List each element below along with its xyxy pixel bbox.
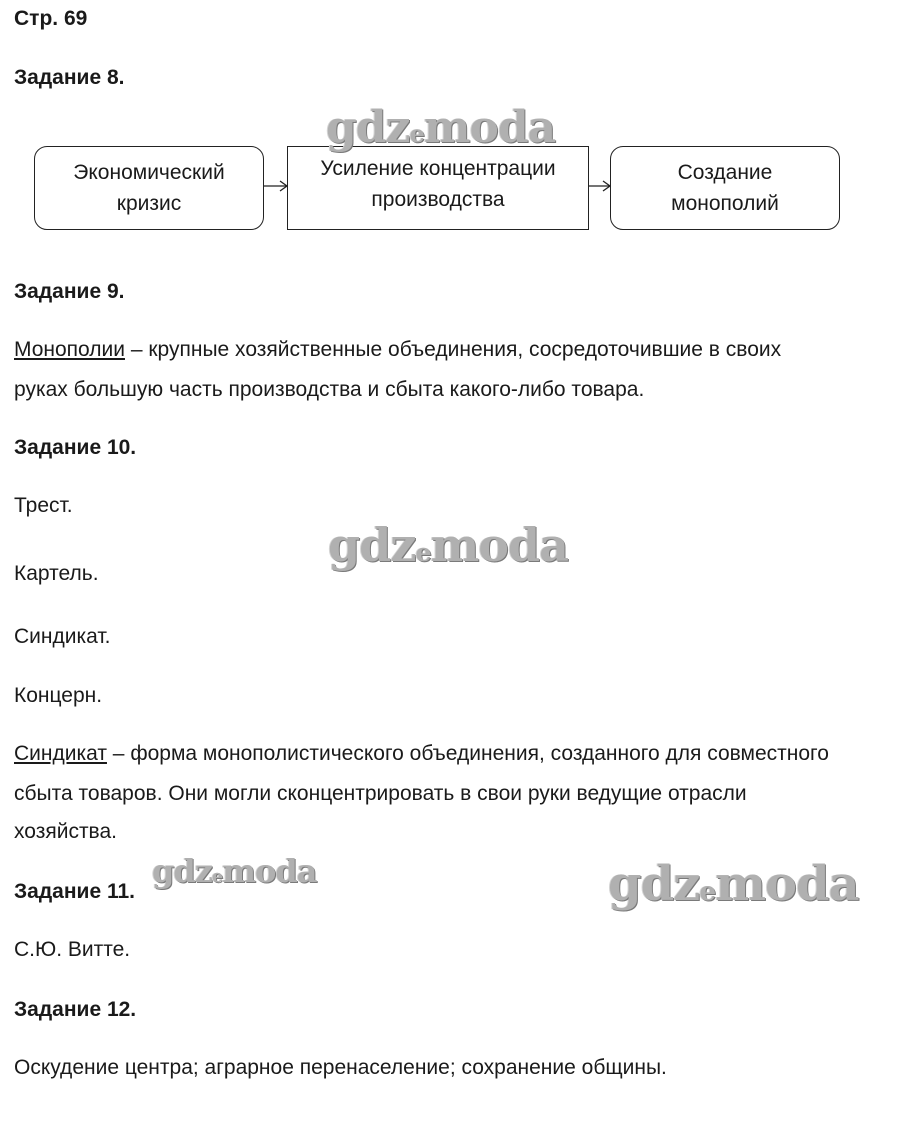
task11-answer: С.Ю. Витте.	[14, 938, 131, 961]
task12-answer: Оскудение центра; аграрное перенаселение; сохранение общины.	[14, 1056, 667, 1079]
task10-definition-line1: Синдикат – форма монополистического объединения, созданного для совместного	[14, 742, 829, 765]
task9-definition-line2: руках большую часть производства и сбыта какого-либо товара.	[14, 378, 645, 401]
term-monopolies: Монополии	[14, 338, 125, 361]
page-header: Стр. 69	[14, 7, 88, 30]
task10-definition-line2: сбыта товаров. Они могли сконцентрировать в свои руки ведущие отрасли	[14, 782, 747, 805]
watermark: gdzemoda	[328, 518, 568, 572]
watermark: gdzemoda	[608, 856, 859, 912]
arrow-icon	[262, 178, 289, 194]
list-item: Трест.	[14, 494, 73, 517]
watermark: gdzemoda	[152, 852, 317, 890]
task8-heading: Задание 8.	[14, 66, 125, 89]
list-item: Концерн.	[14, 684, 103, 707]
diagram-box-crisis: Экономический кризис	[34, 146, 264, 230]
diagram-box-monopolies: Создание монополий	[610, 146, 840, 230]
task9-heading: Задание 9.	[14, 280, 125, 303]
task9-definition-line1: Монополии – крупные хозяйственные объединения, сосредоточившие в своих	[14, 338, 782, 361]
task11-heading: Задание 11.	[14, 880, 135, 903]
arrow-icon	[588, 178, 612, 194]
task12-heading: Задание 12.	[14, 998, 137, 1021]
task10-definition-line3: хозяйства.	[14, 820, 117, 843]
watermark: gdzemoda	[326, 102, 556, 153]
diagram-box-concentration: Усиление концентрации производства	[287, 146, 589, 230]
term-syndicate: Синдикат	[14, 742, 107, 765]
list-item: Синдикат.	[14, 625, 111, 648]
list-item: Картель.	[14, 562, 99, 585]
task10-heading: Задание 10.	[14, 436, 137, 459]
